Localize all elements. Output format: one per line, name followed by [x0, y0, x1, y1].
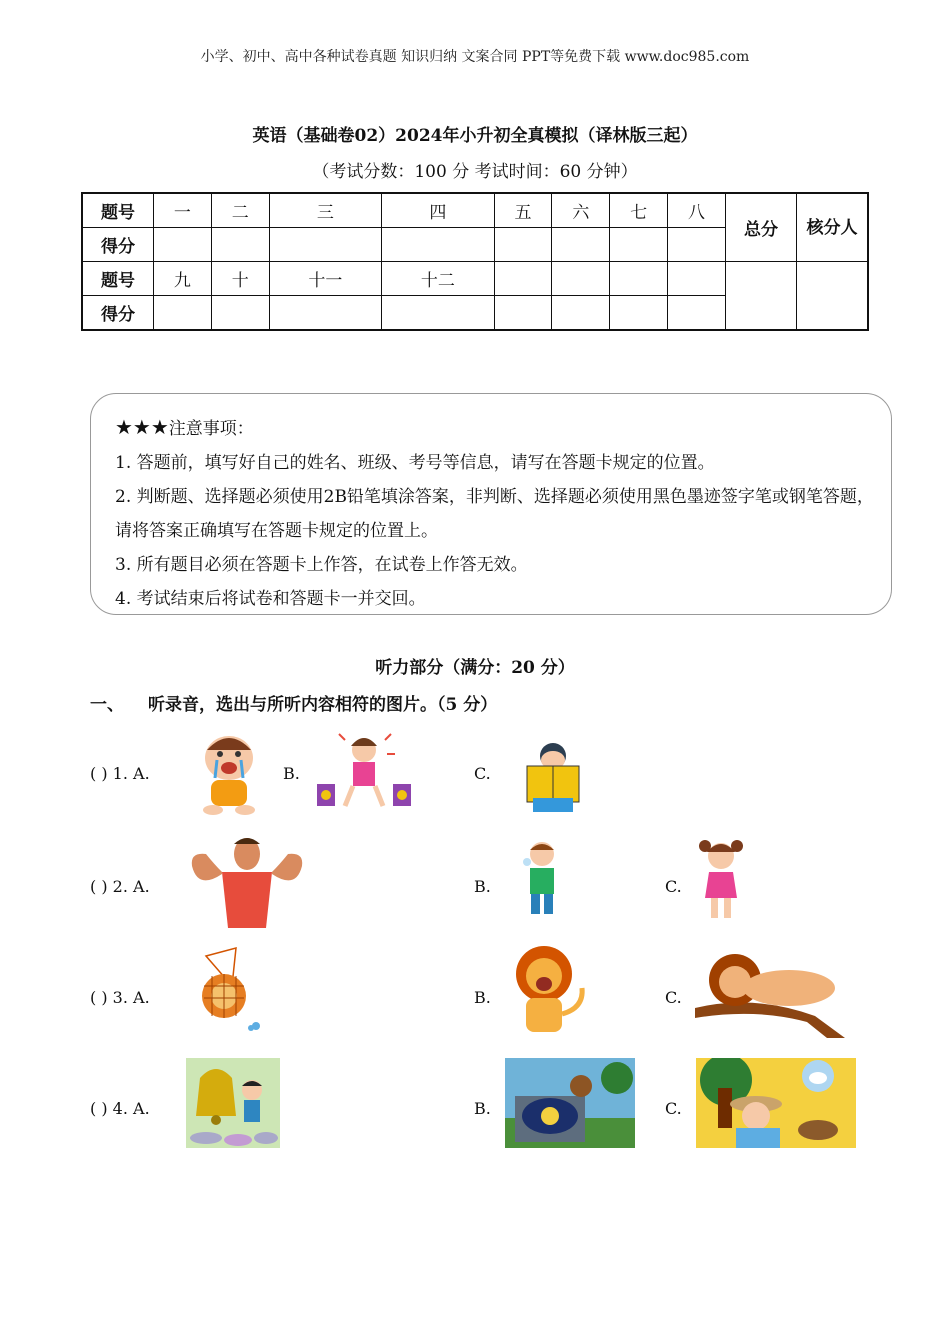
score-table-label: 得分 — [82, 296, 154, 331]
question-heading: 一、 听录音，选出与所听内容相符的图片。（5 分） — [90, 695, 498, 715]
score-table-header: 五 — [494, 193, 552, 228]
monkey-at-well-picture — [505, 1058, 635, 1148]
option-c-label: C. — [665, 1099, 682, 1118]
question-label: ( ) 2. A. — [90, 877, 150, 896]
exam-subtitle: （考试分数：100 分 考试时间：60 分钟） — [312, 162, 638, 182]
farmer-and-rabbit-picture — [696, 1058, 856, 1148]
score-table-header: 四 — [382, 193, 494, 228]
score-cell — [211, 228, 269, 262]
score-cell — [552, 228, 610, 262]
checker-header: 核分人 — [797, 193, 869, 262]
notice-box — [90, 393, 892, 615]
score-table-header: 三 — [269, 193, 381, 228]
score-cell — [269, 228, 381, 262]
exam-title: 英语（基础卷02）2024年小升初全真模拟（译林版三起） — [252, 126, 698, 146]
score-table-header: 八 — [668, 193, 726, 228]
notice-item: 1. 答题前，填写好自己的姓名、班级、考号等信息，请写在答题卡规定的位置。 — [115, 453, 715, 473]
score-table-header: 十一 — [269, 262, 381, 296]
total-score-header: 总分 — [726, 193, 797, 262]
score-cell — [494, 296, 552, 331]
score-table — [81, 192, 869, 331]
sleeping-lion-picture — [695, 946, 847, 1038]
question-label: ( ) 1. A. — [90, 764, 150, 783]
score-cell — [668, 296, 726, 331]
lion-in-net-picture — [196, 946, 268, 1034]
score-table-header: 二 — [211, 193, 269, 228]
score-cell — [552, 262, 610, 296]
option-b-label: B. — [474, 877, 491, 896]
score-cell — [154, 228, 212, 262]
total-score-cell — [726, 262, 797, 331]
strong-man-picture — [186, 834, 308, 928]
sick-boy-picture — [521, 840, 563, 922]
score-cell — [494, 262, 552, 296]
girl-thinking-picture — [697, 838, 745, 924]
score-cell — [610, 262, 668, 296]
score-table-header: 六 — [552, 193, 610, 228]
score-cell — [382, 228, 494, 262]
singing-girl-picture — [315, 732, 413, 812]
reading-boy-picture — [523, 740, 583, 812]
score-table-header: 七 — [610, 193, 668, 228]
question-label: ( ) 3. A. — [90, 988, 150, 1007]
notice-item: 3. 所有题目必须在答题卡上作答，在试卷上作答无效。 — [115, 555, 528, 575]
notice-item: 4. 考试结束后将试卷和答题卡一并交回。 — [115, 589, 426, 609]
score-table-header: 九 — [154, 262, 212, 296]
option-b-label: B. — [474, 988, 491, 1007]
score-cell — [154, 296, 212, 331]
listening-section-title: 听力部分（满分：20 分） — [375, 658, 575, 678]
crying-baby-picture — [193, 728, 265, 816]
score-cell — [211, 296, 269, 331]
score-cell — [382, 296, 494, 331]
score-table-header: 十 — [211, 262, 269, 296]
option-c-label: C. — [665, 988, 682, 1007]
option-c-label: C. — [474, 764, 491, 783]
score-cell — [494, 228, 552, 262]
score-cell — [552, 296, 610, 331]
option-b-label: B. — [283, 764, 300, 783]
score-cell — [610, 228, 668, 262]
option-c-label: C. — [665, 877, 682, 896]
notice-item: 2. 判断题、选择题必须使用2B铅笔填涂答案，非判断、选择题必须使用黑色墨迹签字笔或钢笔答题，请将答案正确填写在答题卡规定的位置上。 — [115, 487, 874, 541]
score-table-label: 得分 — [82, 228, 154, 262]
score-cell — [269, 296, 381, 331]
checker-cell — [797, 262, 869, 331]
star-icons: ★★★ — [115, 415, 169, 439]
boy-with-bell-picture — [186, 1058, 280, 1148]
notice-heading: ★★★注意事项： — [115, 415, 254, 439]
score-table-header: 一 — [154, 193, 212, 228]
score-cell — [610, 296, 668, 331]
score-cell — [668, 262, 726, 296]
page-header: 小学、初中、高中各种试卷真题 知识归纳 文案合同 PPT等免费下载 www.doc985.com — [200, 49, 750, 65]
score-table-label: 题号 — [82, 262, 154, 296]
question-label: ( ) 4. A. — [90, 1099, 150, 1118]
score-cell — [668, 228, 726, 262]
option-b-label: B. — [474, 1099, 491, 1118]
score-table-label: 题号 — [82, 193, 154, 228]
score-table-header: 十二 — [382, 262, 494, 296]
roaring-lion-picture — [508, 944, 588, 1036]
